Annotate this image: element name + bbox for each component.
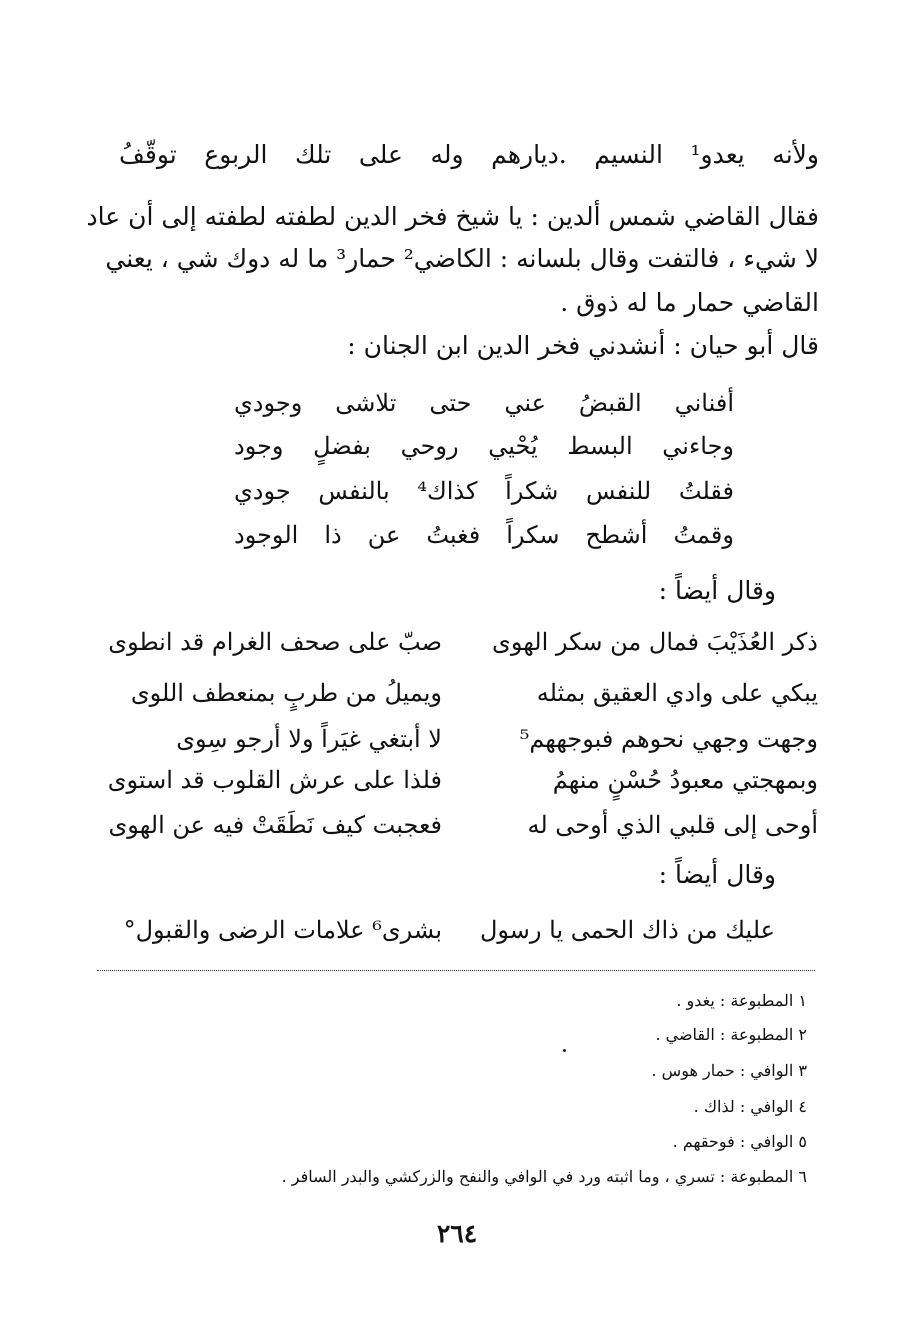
prose-line-5: قال أبو حيان : أنشدني فخر الدين ابن الجنان :	[347, 331, 819, 360]
poem-1-line-4: وقمتُ أشطح سكراً فغبتُ عن ذا الوجود	[234, 521, 734, 549]
poem-3-left: بشرى⁶ علامات الرضى والقبول°	[123, 916, 442, 944]
poem-2-left-1: صبّ على صحف الغرام قد انطوى	[108, 628, 442, 656]
footnote-divider	[97, 970, 815, 971]
footnote-1: ١ المطبوعة : يغدو .	[676, 991, 807, 1010]
poem-2-label: وقال أيضاً :	[658, 576, 776, 605]
poem-3-right: عليك من ذاك الحمى يا رسول	[479, 916, 775, 944]
poem-2-left-5: فعجبت كيف نَطَقَتْ فيه عن الهوى	[108, 811, 442, 839]
poem-2-left-2: ويميلُ من طربٍ بمنعطف اللوى	[130, 679, 442, 707]
page-number: ٢٦٤	[436, 1219, 478, 1248]
poem-3-label: وقال أيضاً :	[658, 860, 776, 889]
prose-line-2: فقال القاضي شمس ألدين : يا شيخ فخر الدين لطفته لطفته إلى أن عاد	[86, 202, 819, 231]
poem-2-right-4: وبمهجتي معبودُ حُسْنٍ منهمُ	[552, 766, 818, 794]
footnote-5: ٥ الوافي : فوحقهم .	[672, 1132, 807, 1151]
poem-2-right-1: ذكر العُذَيْبَ فمال من سكر الهوى	[492, 628, 818, 656]
poem-2-right-5: أوحى إلى قلبي الذي أوحى له	[527, 811, 818, 839]
poem-2-right-2: يبكي على وادي العقيق بمثله	[536, 679, 818, 707]
prose-line-3: لا شيء ، فالتفت وقال بلسانه : الكاضي² حمار³ ما له دوك شي ، يعني	[105, 244, 819, 273]
footnote-2: ٢ المطبوعة : القاضي .	[655, 1025, 807, 1044]
poem-1-line-3: فقلتُ للنفس شكراً كذاك⁴ بالنفس جودي	[234, 477, 735, 505]
poem-1-line-1: أفناني القبضُ عني حتى تلاشى وجودي	[234, 389, 734, 417]
poem-1-line-2: وجاءني البسط يُحْيي روحي بفضلٍ وجود	[234, 432, 734, 460]
footnote-6: ٦ المطبوعة : تسري ، وما اثبته ورد في الوافي والنفح والزركشي والبدر السافر .	[281, 1167, 807, 1186]
ink-dot	[563, 1049, 566, 1052]
footnote-3: ٣ الوافي : حمار هوس .	[651, 1061, 807, 1080]
footnote-4: ٤ الوافي : لذاك .	[693, 1097, 807, 1116]
prose-line-4: القاضي حمار ما له ذوق .	[560, 288, 819, 317]
poem-2-left-3: لا أبتغي غيَراً ولا أرجو سِوى	[176, 725, 442, 753]
prose-line-1: ولأنه يعدو¹ النسيم .ديارهم وله على تلك الربوع توقّفُ	[119, 140, 820, 169]
poem-2-right-3: وجهت وجهي نحوهم فبوجههم⁵	[519, 725, 818, 753]
poem-2-left-4: فلذا على عرش القلوب قد استوى	[107, 766, 442, 794]
